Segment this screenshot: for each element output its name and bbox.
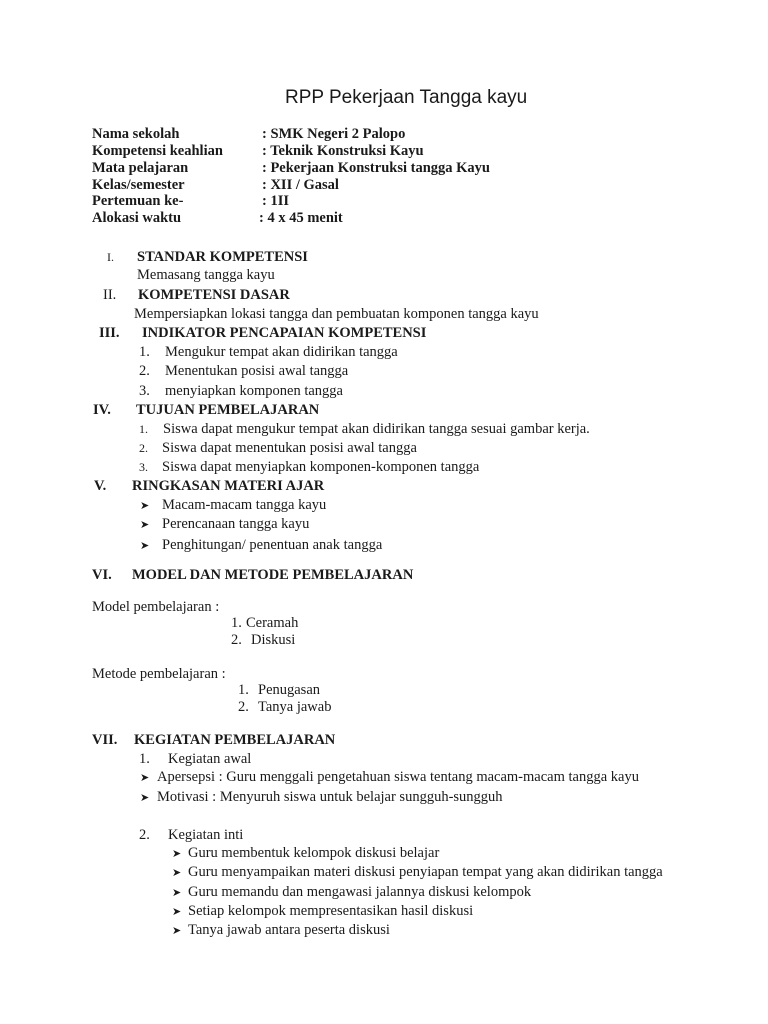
identity-label: Nama sekolah: [92, 126, 180, 142]
list-item: Setiap kelompok mempresentasikan hasil diskusi: [188, 903, 474, 919]
list-number: 2.: [139, 441, 148, 455]
identity-label: Alokasi waktu: [92, 210, 182, 226]
list-item: Guru membentuk kelompok diskusi belajar: [188, 845, 440, 861]
list-item: Siswa dapat mengukur tempat akan didirikan tangga sesuai gambar kerja.: [163, 421, 590, 437]
arrowhead-bullet-icon: ➤: [172, 905, 182, 918]
list-item: Penghitungan/ penentuan anak tangga: [162, 537, 383, 553]
list-number: 1.: [139, 422, 148, 436]
list-item: Siswa dapat menyiapkan komponen-komponen tangga: [162, 459, 480, 475]
identity-value: : Pekerjaan Konstruksi tangga Kayu: [262, 160, 490, 176]
arrowhead-bullet-icon: ➤: [140, 771, 150, 784]
section-number: VII.: [92, 732, 118, 748]
section-heading: INDIKATOR PENCAPAIAN KOMPETENSI: [142, 325, 427, 341]
list-item: Tanya jawab antara peserta diskusi: [188, 922, 390, 938]
list-number: 1.: [238, 682, 249, 698]
identity-value: : Teknik Konstruksi Kayu: [262, 143, 424, 159]
list-number: 3.: [139, 460, 148, 474]
section-number: II.: [103, 287, 117, 303]
list-item: Guru memandu dan mengawasi jalannya diskusi kelompok: [188, 884, 532, 900]
list-number: 3.: [139, 383, 150, 399]
list-item: Siswa dapat menentukan posisi awal tangga: [162, 440, 417, 456]
list-number: 1.: [139, 344, 150, 360]
list-number: 1.: [139, 751, 150, 767]
section-heading: TUJUAN PEMBELAJARAN: [136, 402, 320, 418]
list-item: Ceramah: [246, 615, 299, 631]
list-item: Diskusi: [251, 632, 296, 648]
list-item: Perencanaan tangga kayu: [162, 516, 310, 532]
list-number: 2.: [139, 827, 150, 843]
section-number: III.: [99, 325, 120, 341]
section-number: V.: [94, 478, 107, 494]
model-label: Model pembelajaran :: [92, 599, 220, 615]
list-item: Menentukan posisi awal tangga: [165, 363, 349, 379]
subsection-label: Kegiatan inti: [168, 827, 244, 843]
list-item: menyiapkan komponen tangga: [165, 383, 343, 399]
identity-label: Pertemuan ke-: [92, 193, 184, 209]
identity-value: : SMK Negeri 2 Palopo: [262, 126, 406, 142]
section-heading: RINGKASAN MATERI AJAR: [132, 478, 325, 494]
arrowhead-bullet-icon: ➤: [172, 924, 182, 937]
section-heading: STANDAR KOMPETENSI: [137, 249, 308, 265]
list-number: 2.: [231, 632, 242, 648]
list-item: Motivasi : Menyuruh siswa untuk belajar sungguh-sungguh: [157, 789, 503, 805]
arrowhead-bullet-icon: ➤: [172, 886, 182, 899]
arrowhead-bullet-icon: ➤: [140, 539, 150, 552]
arrowhead-bullet-icon: ➤: [140, 499, 150, 512]
section-heading: MODEL DAN METODE PEMBELAJARAN: [132, 567, 414, 583]
section-number: I.: [107, 250, 114, 264]
section-heading: KEGIATAN PEMBELAJARAN: [134, 732, 336, 748]
identity-value: : XII / Gasal: [262, 177, 339, 193]
arrowhead-bullet-icon: ➤: [140, 518, 150, 531]
list-item: Tanya jawab: [258, 699, 332, 715]
list-item: Macam-macam tangga kayu: [162, 497, 327, 513]
arrowhead-bullet-icon: ➤: [172, 866, 182, 879]
identity-label: Kelas/semester: [92, 177, 185, 193]
list-item: Guru menyampaikan materi diskusi penyiapan tempat yang akan didirikan tangga: [188, 864, 663, 880]
list-item: Penugasan: [258, 682, 321, 698]
section-number: IV.: [93, 402, 111, 418]
identity-label: Mata pelajaran: [92, 160, 189, 176]
list-item: Apersepsi : Guru menggali pengetahuan siswa tentang macam-macam tangga kayu: [157, 769, 639, 785]
identity-label: Kompetensi keahlian: [92, 143, 223, 159]
metode-label: Metode pembelajaran :: [92, 666, 226, 682]
page-title: RPP Pekerjaan Tangga kayu: [285, 87, 528, 108]
list-number: 2.: [139, 363, 150, 379]
subsection-label: Kegiatan awal: [168, 751, 252, 767]
list-item: Mengukur tempat akan didirikan tangga: [165, 344, 398, 360]
identity-value: : 1II: [262, 193, 289, 209]
identity-value: : 4 x 45 menit: [259, 210, 343, 226]
list-number: 2.: [238, 699, 249, 715]
section-text: Mempersiapkan lokasi tangga dan pembuatan komponen tangga kayu: [134, 306, 539, 322]
section-number: VI.: [92, 567, 112, 583]
arrowhead-bullet-icon: ➤: [172, 847, 182, 860]
list-number: 1.: [231, 615, 242, 631]
section-text: Memasang tangga kayu: [137, 267, 275, 283]
arrowhead-bullet-icon: ➤: [140, 791, 150, 804]
section-heading: KOMPETENSI DASAR: [138, 287, 290, 303]
